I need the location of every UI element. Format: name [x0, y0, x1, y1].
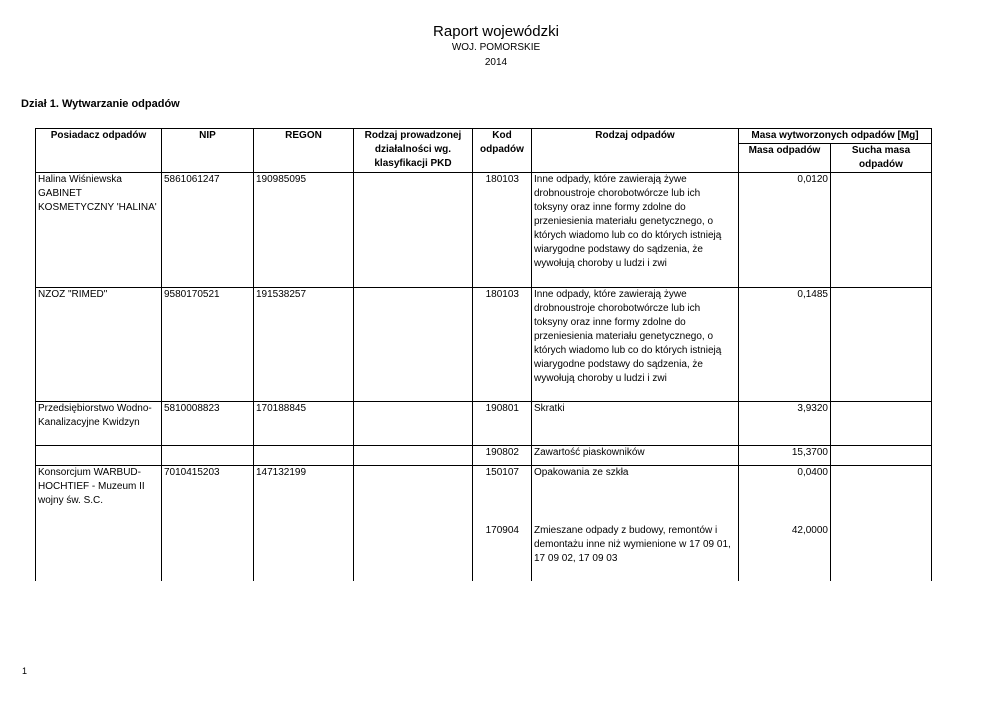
- cell-pkd: [354, 288, 473, 402]
- cell-regon: 147132199: [254, 466, 354, 524]
- table-row: [36, 446, 932, 466]
- cell-pkd: [354, 524, 473, 581]
- cell-waste-type: Opakowania ze szkła: [532, 466, 739, 524]
- cell-code: 190801: [473, 402, 532, 446]
- cell-code: 190802: [473, 446, 532, 466]
- col-header-mass: Masa odpadów: [739, 144, 831, 173]
- cell-nip: [162, 446, 254, 466]
- cell-waste-type: Zmieszane odpady z budowy, remontów i demontażu inne niż wymienione w 17 09 01, 17 09 02, 17 09 03: [532, 524, 739, 581]
- cell-nip: [162, 524, 254, 581]
- cell-regon: 190985095: [254, 173, 354, 288]
- cell-regon: [254, 524, 354, 581]
- cell-nip: 9580170521: [162, 288, 254, 402]
- cell-mass: 42,0000: [739, 524, 831, 581]
- cell-pkd: [354, 446, 473, 466]
- cell-mass: 0,0400: [739, 466, 831, 524]
- col-header-waste-type: Rodzaj odpadów: [532, 129, 739, 173]
- col-header-mass-group: Masa wytworzonych odpadów [Mg]: [739, 129, 932, 144]
- cell-code: 180103: [473, 288, 532, 402]
- cell-mass: 0,0120: [739, 173, 831, 288]
- cell-dry-mass: [831, 402, 932, 446]
- cell-waste-type: Zawartość piaskowników: [532, 446, 739, 466]
- cell-dry-mass: [831, 173, 932, 288]
- report-region: WOJ. POMORSKIE: [451, 42, 541, 53]
- report-year: 2014: [484, 57, 508, 68]
- cell-holder: Konsorcjum WARBUD-HOCHTIEF - Muzeum II wojny św. S.C.: [36, 466, 162, 524]
- cell-mass: 3,9320: [739, 402, 831, 446]
- col-header-pkd: Rodzaj prowadzonej działalności wg. klasyfikacji PKD: [354, 129, 473, 173]
- cell-regon: 170188845: [254, 402, 354, 446]
- cell-dry-mass: [831, 524, 932, 581]
- col-header-dry-mass: Sucha masa odpadów: [831, 144, 932, 173]
- cell-regon: [254, 446, 354, 466]
- table-row: [36, 524, 932, 581]
- cell-regon: 191538257: [254, 288, 354, 402]
- cell-mass: 15,3700: [739, 446, 831, 466]
- section-heading: Dział 1. Wytwarzanie odpadów: [21, 98, 180, 110]
- col-header-holder: Posiadacz odpadów: [36, 129, 162, 173]
- cell-nip: 5861061247: [162, 173, 254, 288]
- table-row: [36, 402, 932, 446]
- table-row: [36, 288, 932, 402]
- waste-table: [35, 128, 932, 581]
- cell-dry-mass: [831, 446, 932, 466]
- cell-holder: Halina Wiśniewska GABINET KOSMETYCZNY 'HALINA': [36, 173, 162, 288]
- cell-dry-mass: [831, 288, 932, 402]
- cell-code: 150107: [473, 466, 532, 524]
- table-row: [36, 173, 932, 288]
- cell-holder: Przedsiębiorstwo Wodno-Kanalizacyjne Kwidzyn: [36, 402, 162, 446]
- cell-pkd: [354, 402, 473, 446]
- cell-nip: 7010415203: [162, 466, 254, 524]
- cell-nip: 5810008823: [162, 402, 254, 446]
- cell-waste-type: Inne odpady, które zawierają żywe drobnoustroje chorobotwórcze lub ich toksyny oraz inne formy zdolne do przeniesienia materiału genetycznego, o których wiadomo lub co do których istnieją wiarygodne podstawy do sądzenia, że wywołują choroby u ludzi i zwi: [532, 173, 739, 288]
- report-title: Raport wojewódzki: [433, 23, 559, 40]
- cell-waste-type: Skratki: [532, 402, 739, 446]
- cell-dry-mass: [831, 466, 932, 524]
- page-number: 1: [22, 666, 28, 676]
- cell-code: 170904: [473, 524, 532, 581]
- cell-code: 180103: [473, 173, 532, 288]
- cell-holder: NZOZ "RIMED": [36, 288, 162, 402]
- cell-holder: [36, 446, 162, 466]
- cell-pkd: [354, 466, 473, 524]
- col-header-regon: REGON: [254, 129, 354, 173]
- cell-mass: 0,1485: [739, 288, 831, 402]
- cell-pkd: [354, 173, 473, 288]
- col-header-code: Kod odpadów: [473, 129, 532, 173]
- table-row: [36, 466, 932, 524]
- cell-holder: [36, 524, 162, 581]
- col-header-nip: NIP: [162, 129, 254, 173]
- cell-waste-type: Inne odpady, które zawierają żywe drobnoustroje chorobotwórcze lub ich toksyny oraz inne formy zdolne do przeniesienia materiału genetycznego, o których wiadomo lub co do których istnieją wiarygodne podstawy do sądzenia, że wywołują choroby u ludzi i zwi: [532, 288, 739, 402]
